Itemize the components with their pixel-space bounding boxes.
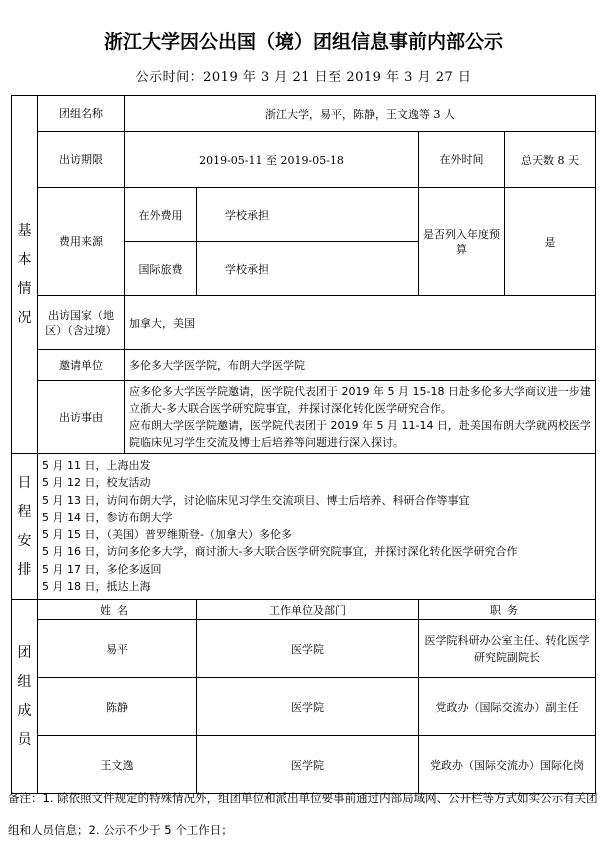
budget-value: 是 xyxy=(505,188,596,296)
member-name: 易平 xyxy=(38,620,197,678)
member-position: 党政办（国际交流办）副主任 xyxy=(419,678,596,736)
countries-label: 出访国家（地区）（含过境） xyxy=(38,296,125,350)
abroad-cost-label: 在外费用 xyxy=(125,188,197,242)
member-position: 党政办（国际交流办）国际化岗 xyxy=(419,736,596,794)
days-abroad-value: 总天数 8 天 xyxy=(505,132,596,188)
footnote: 备注：1. 除依照文件规定的特殊情况外，组团单位和派出单位要事前通过内部局域网、公开栏等方式如实公示有关团组和人员信息；2. 公示不少于 5 个工作日； xyxy=(8,791,598,837)
member-unit: 医学院 xyxy=(197,736,419,794)
member-name: 陈静 xyxy=(38,678,197,736)
section-basic: 基 本 情 况 xyxy=(12,96,38,454)
schedule-list xyxy=(38,454,596,600)
schedule-item: 5 月 14 日，参访布朗大学 xyxy=(42,510,173,524)
member-unit: 医学院 xyxy=(197,620,419,678)
info-table xyxy=(11,95,596,794)
section-schedule: 日 程 安 排 xyxy=(12,454,38,600)
schedule-item: 5 月 17 日，多伦多返回 xyxy=(42,562,162,576)
intl-travel-value: 学校承担 xyxy=(197,242,419,296)
inviter-value: 多伦多大学医学院，布朗大学医学院 xyxy=(125,350,596,381)
dates-label: 出访期限 xyxy=(38,132,125,188)
intl-travel-label: 国际旅费 xyxy=(125,242,197,296)
header-name: 姓名 xyxy=(38,600,197,620)
schedule-item: 5 月 18 日，抵达上海 xyxy=(42,580,151,594)
announcement-period: 公示时间：2019 年 3 月 21 日至 2019 年 3 月 27 日 xyxy=(135,70,472,85)
group-name-label: 团组名称 xyxy=(38,96,125,132)
funding-label: 费用来源 xyxy=(38,188,125,296)
page-title: 浙江大学因公出国（境）团组信息事前内部公示 xyxy=(103,31,503,53)
schedule-item: 5 月 13 日，访问布朗大学，讨论临床见习学生交流项目、博士后培养、科研合作等事宜 xyxy=(42,493,470,507)
schedule-item: 5 月 16 日，访问多伦多大学，商讨浙大-多大联合医学研究院事宜，并探讨深化转化医学研究合作 xyxy=(42,545,518,559)
schedule-item: 5 月 11 日，上海出发 xyxy=(42,459,151,472)
section-members: 团 组 成 员 xyxy=(12,600,38,794)
member-name: 王文逸 xyxy=(38,736,197,794)
days-abroad-label: 在外时间 xyxy=(419,132,505,188)
purpose-value xyxy=(125,381,596,454)
header-unit: 工作单位及部门 xyxy=(197,600,419,620)
header-position: 职务 xyxy=(419,600,596,620)
purpose-paragraph: 应布朗大学医学院邀请，医学院代表团于 2019 年 5 月 11-14 日，赴美国布朗大学就两校医学院临床见习学生交流及博士后培养等问题进行深入探讨。 xyxy=(129,419,591,449)
abroad-cost-value: 学校承担 xyxy=(197,188,419,242)
member-unit: 医学院 xyxy=(197,678,419,736)
schedule-item: 5 月 15 日，（美国）普罗维斯登-（加拿大）多伦多 xyxy=(42,528,292,542)
countries-value: 加拿大，美国 xyxy=(125,296,596,350)
purpose-paragraph: 应多伦多大学医学院邀请，医学院代表团于 2019 年 5 月 15-18 日赴多伦多大学商议进一步建立浙大-多大联合医学研究院事宜，并探讨深化转化医学研究合作。 xyxy=(129,385,591,415)
budget-label: 是否列入年度预算 xyxy=(419,188,505,296)
schedule-item: 5 月 12 日，校友活动 xyxy=(42,476,151,490)
member-position: 医学院科研办公室主任、转化医学研究院副院长 xyxy=(419,620,596,678)
inviter-label: 邀请单位 xyxy=(38,350,125,381)
purpose-label: 出访事由 xyxy=(38,381,125,454)
dates-value: 2019-05-11 至 2019-05-18 xyxy=(125,132,419,188)
group-name-value: 浙江大学，易平，陈静，王文逸等 3 人 xyxy=(125,96,596,132)
